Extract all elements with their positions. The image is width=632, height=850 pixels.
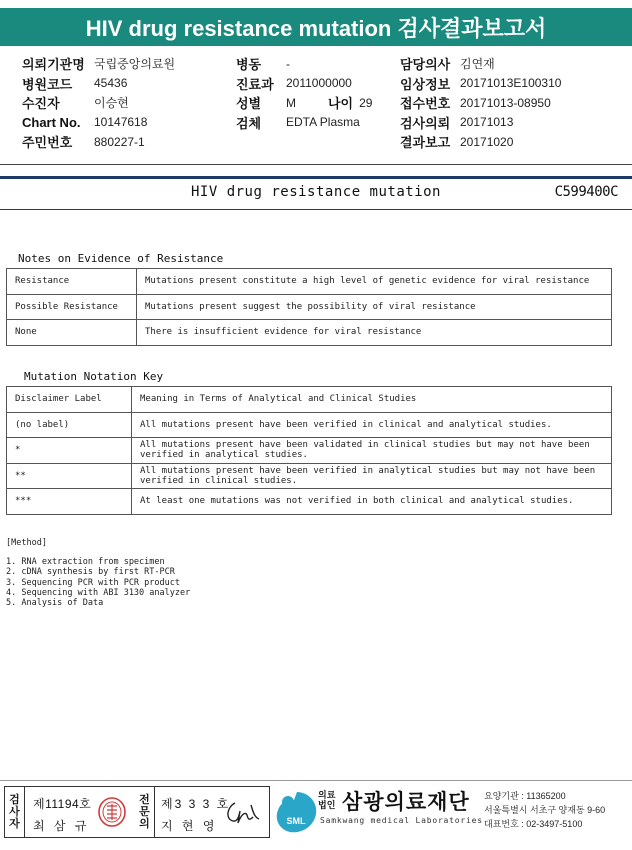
- report-title: HIV drug resistance mutation 검사결과보고서: [0, 8, 632, 46]
- table-row: [7, 320, 612, 346]
- table-row: [7, 387, 612, 413]
- info-value: 국립중앙의료원: [94, 57, 176, 72]
- specialist-cell: [155, 787, 269, 837]
- specialist-label: 전 문 의: [135, 787, 155, 837]
- notes-desc: There is insufficient evidence for viral resistance: [137, 320, 612, 346]
- info-value: 2011000000: [286, 76, 352, 91]
- info-value: 20171013: [460, 115, 514, 130]
- key-heading: Mutation Notation Key: [24, 370, 164, 383]
- test-code: C599400C: [554, 184, 618, 200]
- org-name-en: Samkwang medical Laboratories: [320, 816, 483, 825]
- specialist-license: 제3 3 3 호: [161, 797, 231, 811]
- info-row: [22, 74, 175, 94]
- info-label: 검체: [236, 115, 262, 131]
- info-row: [22, 93, 175, 113]
- care-code: 요양기관 : 11365200: [484, 791, 566, 801]
- method-steps: [6, 557, 190, 608]
- info-row: [236, 93, 372, 113]
- method-step: 3. Sequencing PCR with PCR product: [6, 577, 180, 588]
- method-step: 2. cDNA synthesis by first RT-PCR: [6, 567, 175, 578]
- divider: [0, 209, 632, 210]
- info-row: [400, 113, 561, 133]
- key-label: *: [7, 438, 132, 464]
- info-label: 의뢰기관명: [22, 57, 85, 73]
- patient-info-col3: [400, 54, 561, 152]
- patient-info-col1: [22, 54, 175, 152]
- info-value: 45436: [94, 76, 128, 91]
- key-label: (no label): [7, 412, 132, 438]
- info-row: [236, 74, 372, 94]
- info-label: 임상정보: [400, 76, 451, 92]
- key-table: [6, 386, 612, 515]
- org-info: [484, 789, 605, 831]
- info-row: [400, 132, 561, 152]
- divider: [0, 176, 632, 179]
- notes-term: Resistance: [7, 269, 137, 295]
- logo-text: SML: [286, 816, 306, 826]
- method-step: 4. Sequencing with ABI 3130 analyzer: [6, 587, 191, 598]
- age-value: 29: [359, 95, 373, 110]
- patient-info-col2: [236, 54, 372, 132]
- seal-icon: [97, 796, 127, 828]
- org-name: 삼광의료재단: [342, 791, 470, 814]
- info-row: [22, 54, 175, 74]
- key-desc: Meaning in Terms of Analytical and Clinical Studies: [132, 387, 612, 413]
- key-label: Disclaimer Label: [7, 387, 132, 413]
- info-row: [22, 113, 175, 133]
- key-desc: All mutations present have been verified in clinical and analytical studies.: [132, 412, 612, 438]
- info-value: 20171013-08950: [460, 95, 551, 110]
- table-row: [7, 269, 612, 295]
- info-value: 20171013E100310: [460, 76, 562, 91]
- info-row: [236, 113, 372, 133]
- method-heading: [Method]: [6, 538, 47, 548]
- corp-label: 의료 법인: [318, 790, 336, 810]
- info-row: [22, 132, 175, 152]
- footer-divider: [0, 780, 632, 781]
- tester-license: 제11194호: [33, 797, 92, 811]
- tester-label: 검 사 자: [5, 787, 25, 837]
- signature-icon: [223, 797, 263, 827]
- info-value: 880227-1: [94, 134, 145, 149]
- key-label: ***: [7, 489, 132, 515]
- info-label: 병동: [236, 57, 262, 73]
- org-phone: 대표번호 : 02-3497-5100: [484, 819, 583, 829]
- info-value: -: [286, 56, 290, 71]
- notes-heading: Notes on Evidence of Resistance: [18, 252, 224, 265]
- info-value: 20171020: [460, 134, 514, 149]
- key-desc: At least one mutations was not verified in both clinical and analytical studies.: [132, 489, 612, 515]
- notes-term: Possible Resistance: [7, 294, 137, 320]
- info-label: Chart No.: [22, 114, 81, 130]
- info-value: 이승현: [94, 96, 129, 111]
- info-label: 주민번호: [22, 135, 73, 151]
- table-row: [7, 463, 612, 489]
- info-label: 수진자: [22, 96, 60, 112]
- org-address: 서울특별시 서초구 양재동 9-60: [484, 805, 606, 815]
- info-label: 접수번호: [400, 96, 451, 112]
- info-row: [400, 54, 561, 74]
- table-row: [7, 294, 612, 320]
- specialist-name: 지 현 영: [161, 819, 218, 833]
- info-value: 김연재: [460, 57, 495, 72]
- info-row: [236, 54, 372, 74]
- signature-box: [4, 786, 270, 838]
- info-label: 병원코드: [22, 76, 73, 92]
- info-label: 검사의뢰: [400, 115, 451, 131]
- info-label: 담당의사: [400, 57, 451, 73]
- key-desc: All mutations present have been verified in analytical studies but may not have been verified in clinical studies.: [132, 463, 612, 489]
- notes-desc: Mutations present constitute a high level of genetic evidence for viral resistance: [137, 269, 612, 295]
- notes-term: None: [7, 320, 137, 346]
- info-label: 결과보고: [400, 135, 451, 151]
- info-row: [400, 74, 561, 94]
- divider: [0, 164, 632, 165]
- sml-logo-icon: [272, 788, 322, 838]
- method-step: 1. RNA extraction from specimen: [6, 557, 165, 567]
- age-label: 나이: [328, 96, 354, 112]
- tester-cell: [25, 787, 135, 837]
- info-value: M: [286, 95, 296, 110]
- info-label: 진료과: [236, 76, 274, 92]
- section-title: HIV drug resistance mutation: [190, 184, 441, 200]
- info-value: 10147618: [94, 115, 148, 130]
- info-row: [400, 93, 561, 113]
- info-value: EDTA Plasma: [286, 115, 360, 130]
- method-step: 5. Analysis of Data: [6, 598, 104, 609]
- key-desc: All mutations present have been validated in clinical studies but may not have been verified in analytical studies.: [132, 438, 612, 464]
- table-row: [7, 438, 612, 464]
- notes-desc: Mutations present suggest the possibility of viral resistance: [137, 294, 612, 320]
- notes-table: [6, 268, 612, 346]
- table-row: [7, 412, 612, 438]
- key-label: **: [7, 463, 132, 489]
- table-row: [7, 489, 612, 515]
- info-label: 성별: [236, 96, 262, 112]
- tester-name: 최 삼 규: [33, 819, 90, 833]
